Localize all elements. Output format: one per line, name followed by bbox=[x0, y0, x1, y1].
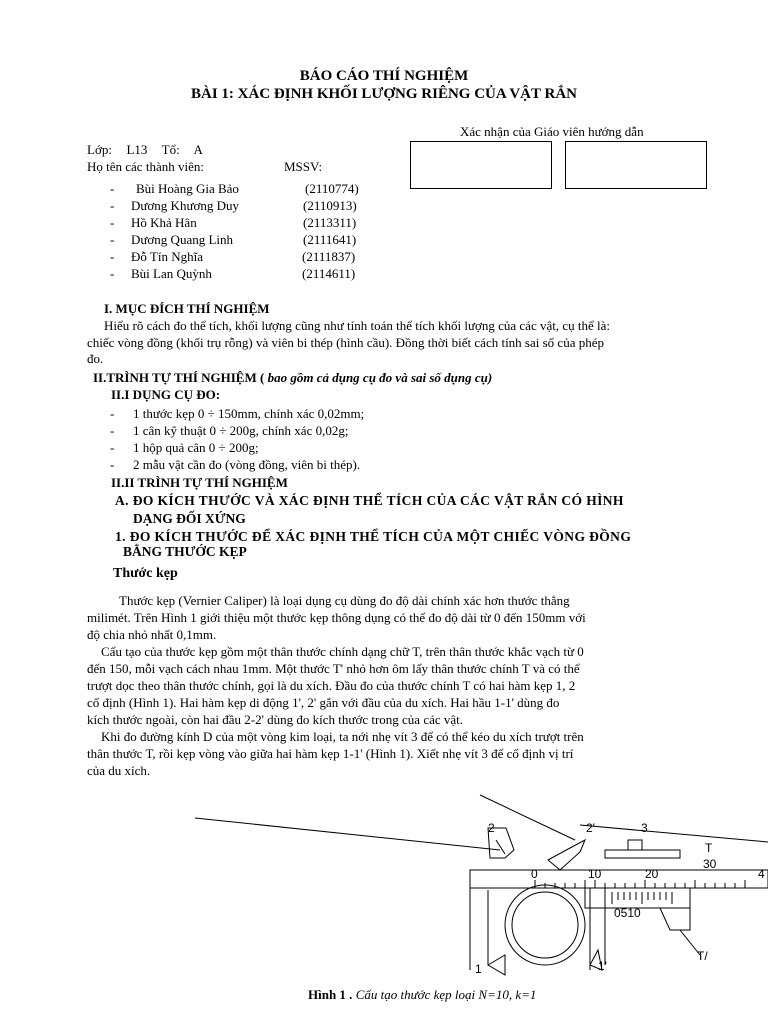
subsection-a-line2: DẠNG ĐỐI XỨNG bbox=[133, 511, 246, 526]
members-label: Họ tên các thành viên: bbox=[87, 159, 204, 174]
caliper-figure bbox=[0, 780, 768, 985]
ring-inner bbox=[512, 892, 578, 958]
student-id-label: MSSV: bbox=[284, 159, 323, 174]
member-name: Bùi Hoàng Gia Bảo bbox=[136, 181, 239, 196]
tools-heading: II.I DỤNG CỤ ĐO: bbox=[111, 387, 221, 402]
label-tick10: 10 bbox=[588, 867, 602, 881]
screw-3 bbox=[628, 840, 642, 850]
section1-line3: đo. bbox=[87, 351, 104, 366]
tool-text: 1 hộp quả cân 0 ÷ 200g; bbox=[133, 440, 259, 455]
para2-line1: Cấu tạo của thước kẹp gồm một thân thước chính dạng chữ T, trên thân thước khắc vạch từ 0 bbox=[101, 644, 584, 659]
figure-caption bbox=[308, 986, 536, 1003]
member-name: Đỗ Tín Nghĩa bbox=[131, 249, 203, 264]
para2-line2: đến 150, mỗi vạch cách nhau 1mm. Một thước T' nhỏ hơn ôm lấy thân thước chính T và có thể bbox=[87, 661, 580, 676]
label-tick30: 30 bbox=[703, 857, 717, 871]
label-jaw1: 1 bbox=[475, 962, 482, 976]
procedure-heading: II.II TRÌNH TỰ THÍ NGHIỆM bbox=[111, 475, 288, 490]
para2-line5: kích thước ngoài, còn hai đầu 2-2' dùng đo kích thước trong của các vật. bbox=[87, 712, 464, 727]
group-label: Tổ: bbox=[161, 142, 180, 157]
experiment-title: BÀI 1: XÁC ĐỊNH KHỐI LƯỢNG RIÊNG CỦA VẬT RẮN bbox=[190, 86, 577, 102]
vernier-tail bbox=[660, 908, 690, 930]
member-id: (2111837) bbox=[302, 249, 356, 264]
guide-line bbox=[580, 825, 768, 842]
report-title: BÁO CÁO THÍ NGHIỆM bbox=[299, 68, 469, 84]
member-id: (2111641) bbox=[303, 232, 357, 247]
guide-line bbox=[195, 818, 500, 850]
label-jaw2: 2 bbox=[488, 821, 495, 835]
para2-line4: cố định (Hình 1). Hai hàm kẹp di động 1', 2' gắn với đầu của du xích. Hai hầu 1-1' dùng đo bbox=[87, 695, 560, 710]
vernier-ticks bbox=[612, 892, 672, 904]
para1-line2: milimét. Trên Hình 1 giới thiệu một thước kẹp thông dụng có thể đo độ dài từ 0 đến 150mm với bbox=[87, 610, 586, 625]
section2-heading-note: bao gồm cả dụng cụ đo và sai số dụng cụ) bbox=[264, 370, 493, 385]
label-vernier-T: T/ bbox=[697, 949, 708, 963]
para3-line2: thân thước T, rồi kẹp vòng vào giữa hai hàm kẹp 1-1' (Hình 1). Xiết nhẹ vít 3 để cố định vị trí bbox=[87, 746, 574, 761]
para1-line1: Thước kẹp (Vernier Caliper) là loại dụng cụ dùng đo độ dài chính xác hơn thước thẳng bbox=[119, 593, 570, 608]
label-tick40: 4 bbox=[758, 867, 765, 881]
para3-line1: Khi đo đường kính D của một vòng kim loại, ta nới nhẹ vít 3 để có thể kéo du xích trượt trên bbox=[101, 729, 584, 744]
member-item: - Bùi Lan Quỳnh (2114611) bbox=[110, 266, 356, 281]
subsection-1-line1: 1. ĐO KÍCH THƯỚC ĐỂ XÁC ĐỊNH THỂ TÍCH CỦA MỘT CHIẾC VÒNG ĐỒNG bbox=[115, 529, 632, 544]
section1-line2: chiếc vòng đồng (khối trụ rỗng) và viên bi thép (hình cầu). Đồng thời biết cách tính sai số của phép bbox=[87, 335, 604, 350]
caliper-heading: Thước kẹp bbox=[113, 566, 178, 581]
class-info bbox=[87, 141, 203, 158]
screw-bar bbox=[605, 850, 680, 858]
section2-heading-text: II.TRÌNH TỰ THÍ NGHIỆM ( bbox=[93, 370, 265, 385]
member-name: Dương Khương Duy bbox=[131, 198, 240, 213]
member-item: - Dương Quang Linh (2111641) bbox=[110, 232, 357, 247]
member-id: (2110774) bbox=[305, 181, 359, 196]
label-vernier-scale: 0510 bbox=[614, 906, 641, 920]
tool-text: 1 thước kẹp 0 ÷ 150mm, chính xác 0,02mm; bbox=[133, 406, 365, 421]
member-name: Bùi Lan Quỳnh bbox=[131, 266, 212, 281]
label-jaw2-prime: 2' bbox=[586, 821, 595, 835]
vernier-slider bbox=[585, 888, 690, 908]
subsection-a-line1: A. ĐO KÍCH THƯỚC VÀ XÁC ĐỊNH THỂ TÍCH CỦA CÁC VẬT RẮN CÓ HÌNH bbox=[115, 493, 624, 508]
para2-line3: trượt dọc theo thân thước chính, gọi là du xích. Đầu đo của thước chính T có hai hàm kẹp 1, 2 bbox=[87, 678, 576, 693]
class-label: Lớp: bbox=[87, 142, 112, 157]
main-scale-body bbox=[470, 870, 768, 888]
tool-text: 2 mẫu vật cần đo (vòng đồng, viên bi thép). bbox=[133, 457, 361, 472]
member-id: (2110913) bbox=[303, 198, 357, 213]
member-id: (2114611) bbox=[302, 266, 356, 281]
member-id: (2113311) bbox=[303, 215, 357, 230]
label-jaw1-prime: 1' bbox=[598, 959, 607, 973]
para1-line3: độ chia nhỏ nhất 0,1mm. bbox=[87, 627, 217, 642]
confirm-label: Xác nhận của Giáo viên hướng dẫn bbox=[460, 124, 644, 139]
member-item: - Bùi Hoàng Gia Bảo (2110774) bbox=[110, 181, 359, 196]
group-value: A bbox=[193, 142, 203, 157]
tool-text: 1 cân kỹ thuật 0 ÷ 200g, chính xác 0,02g; bbox=[133, 423, 349, 438]
member-name: Hồ Khả Hân bbox=[131, 215, 197, 230]
signature-box-2 bbox=[565, 141, 707, 189]
member-item: - Đỗ Tín Nghĩa (2111837) bbox=[110, 249, 356, 264]
main-scale-ticks bbox=[535, 880, 745, 888]
caption-text: Cấu tạo thước kẹp loại N=10, k=1 bbox=[352, 987, 537, 1002]
section2-heading bbox=[93, 369, 492, 386]
label-tick20: 20 bbox=[645, 867, 659, 881]
ring-outer bbox=[505, 885, 585, 965]
label-tick0: 0 bbox=[531, 867, 538, 881]
jaw-1 bbox=[488, 955, 505, 975]
jaw-2-prime bbox=[548, 840, 585, 870]
member-item: - Hồ Khả Hân (2113311) bbox=[110, 215, 357, 230]
class-value: L13 bbox=[126, 142, 148, 157]
signature-box-1 bbox=[410, 141, 552, 189]
label-screw: 3 bbox=[641, 821, 648, 835]
section1-heading: I. MỤC ĐÍCH THÍ NGHIỆM bbox=[104, 301, 270, 316]
subsection-1-line2: BẰNG THƯỚC KẸP bbox=[123, 544, 247, 559]
member-item: - Dương Khương Duy (2110913) bbox=[110, 198, 357, 213]
caption-label: Hình 1 . bbox=[308, 987, 353, 1002]
label-main-T: T bbox=[705, 841, 713, 855]
member-name: Dương Quang Linh bbox=[131, 232, 234, 247]
para3-line3: của du xích. bbox=[87, 763, 151, 778]
section1-line1: Hiểu rõ cách đo thể tích, khối lượng cũng như tính toán thể tích khối lượng của các vật, cụ thể là: bbox=[104, 318, 610, 333]
